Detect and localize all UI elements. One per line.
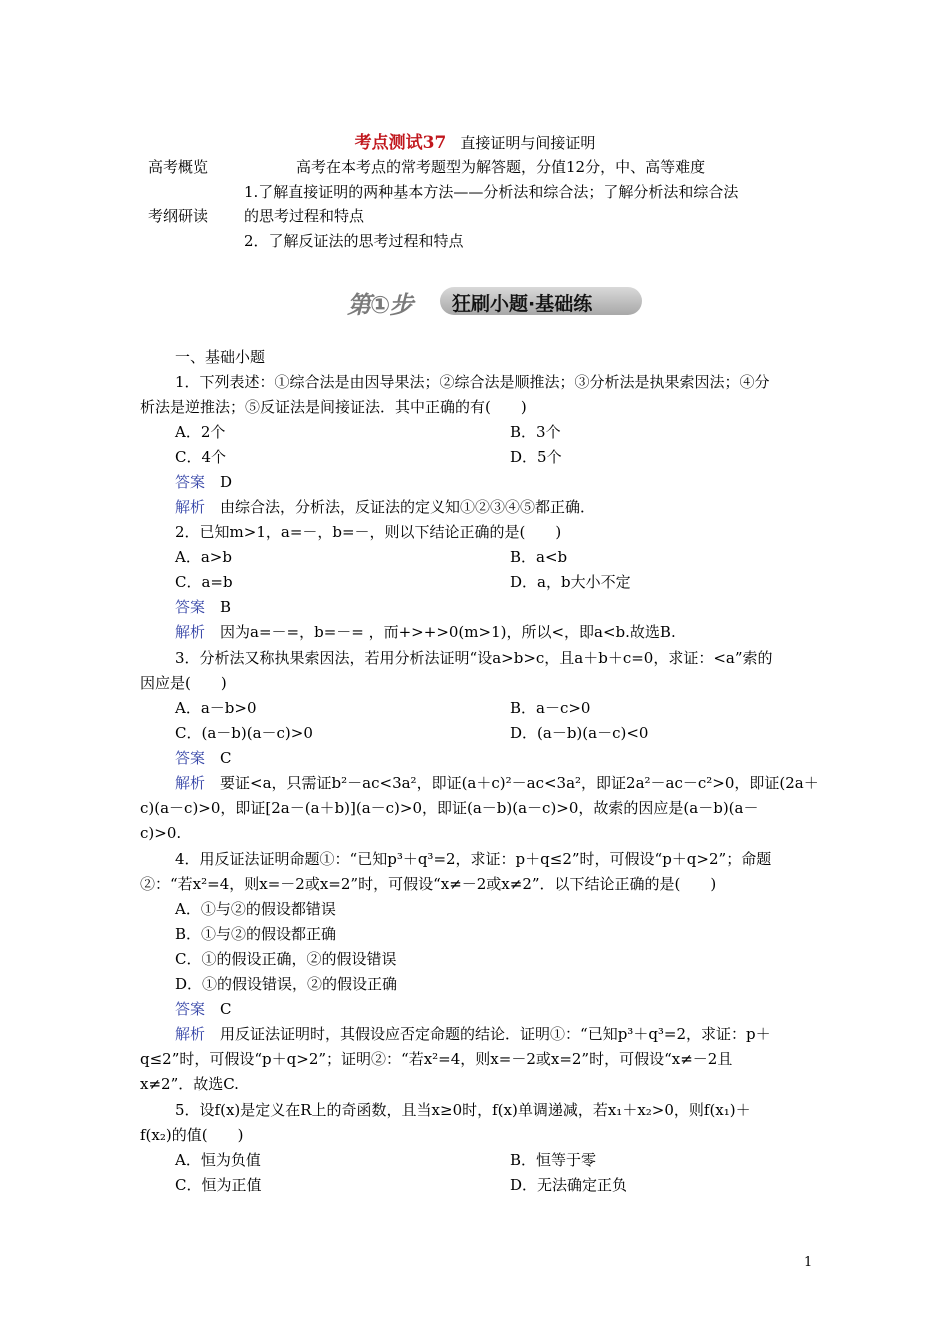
q3-option-b: B．a－c>0 bbox=[510, 699, 591, 717]
q1-option-d: D．5个 bbox=[510, 448, 562, 466]
analysis-text: 因为a=－=，b=－= ，而+>+>0(m>1)，所以<，即a<b.故选B. bbox=[220, 623, 676, 641]
answer-value: C bbox=[220, 749, 232, 767]
q4-option-a: A．①与②的假设都错误 bbox=[175, 900, 336, 918]
q4-analysis-cont: q≤2”时，可假设“p＋q>2”；证明②：“若x²=4，则x=－2或x=2”时，可假设“x≠－2且 bbox=[140, 1050, 733, 1068]
syllabus-label: 考纲研读 bbox=[148, 207, 209, 225]
q1-stem-cont: 析法是逆推法；⑤反证法是间接证法．其中正确的有( ) bbox=[140, 398, 527, 416]
q5-option-b: B．恒等于零 bbox=[510, 1151, 597, 1169]
syllabus-item-1-cont: 的思考过程和特点 bbox=[244, 207, 365, 225]
q3-option-a: A．a－b>0 bbox=[175, 699, 257, 717]
step-label: 第①步 bbox=[347, 291, 413, 319]
answer-label: 答案 bbox=[175, 598, 206, 616]
q5-option-c: C．恒为正值 bbox=[175, 1176, 262, 1194]
q3-stem-cont: 因应是( ) bbox=[140, 674, 227, 692]
q2-option-a: A．a>b bbox=[175, 548, 232, 566]
answer-value: B bbox=[220, 598, 232, 616]
answer-value: D bbox=[220, 473, 233, 491]
q2-stem: 2．已知m>1，a=－，b=－，则以下结论正确的是( ) bbox=[175, 523, 562, 541]
q4-answer bbox=[175, 999, 232, 1019]
section-heading: 一、基础小题 bbox=[175, 348, 266, 366]
analysis-text: 用反证法证明时，其假设应否定命题的结论．证明①：“已知p³＋q³=2，求证：p＋ bbox=[220, 1025, 771, 1043]
q4-option-c: C．①的假设正确，②的假设错误 bbox=[175, 950, 397, 968]
q4-stem: 4．用反证法证明命题①：“已知p³＋q³=2，求证：p＋q≤2”时，可假设“p＋q>2”；命题 bbox=[175, 850, 772, 868]
page-number: 1 bbox=[804, 1255, 813, 1270]
test-number: 考点测试37 bbox=[354, 133, 447, 153]
q2-answer bbox=[175, 597, 231, 617]
analysis-label: 解析 bbox=[175, 623, 206, 641]
q2-option-c: C．a=b bbox=[175, 573, 233, 591]
q3-answer bbox=[175, 748, 232, 768]
q4-analysis bbox=[175, 1024, 771, 1044]
page-title bbox=[0, 128, 950, 153]
q5-option-a: A．恒为负值 bbox=[175, 1151, 261, 1169]
answer-value: C bbox=[220, 1000, 232, 1018]
analysis-label: 解析 bbox=[175, 1025, 206, 1043]
overview-label: 高考概览 bbox=[148, 158, 209, 176]
answer-label: 答案 bbox=[175, 473, 206, 491]
q3-stem: 3．分析法又称执果索因法，若用分析法证明“设a>b>c，且a＋b＋c=0，求证：<a”索的 bbox=[175, 649, 773, 667]
q2-option-d: D．a，b大小不定 bbox=[510, 573, 631, 591]
analysis-label: 解析 bbox=[175, 774, 206, 792]
section-banner bbox=[0, 285, 950, 319]
q1-option-c: C．4个 bbox=[175, 448, 227, 466]
analysis-text: 要证<a，只需证b²－ac<3a²，即证(a＋c)²－ac<3a²，即证2a²－ac－c²>0，即证(2a＋ bbox=[220, 774, 819, 792]
syllabus-item-1: 1.了解直接证明的两种基本方法——分析法和综合法；了解分析法和综合法 bbox=[244, 183, 739, 201]
q3-analysis-cont2: c)>0. bbox=[140, 824, 182, 842]
q4-option-d: D．①的假设错误，②的假设正确 bbox=[175, 975, 398, 993]
q1-option-a: A．2个 bbox=[175, 423, 226, 441]
overview-text: 高考在本考点的常考题型为解答题，分值12分，中、高等难度 bbox=[296, 158, 706, 176]
q4-stem-cont: ②：“若x²=4，则x=－2或x=2”时，可假设“x≠－2或x≠2”．以下结论正确的是( ) bbox=[140, 875, 717, 893]
analysis-text: 由综合法，分析法，反证法的定义知①②③④⑤都正确． bbox=[220, 498, 596, 516]
q2-option-b: B．a<b bbox=[510, 548, 568, 566]
q4-option-b: B．①与②的假设都正确 bbox=[175, 925, 337, 943]
analysis-label: 解析 bbox=[175, 498, 206, 516]
q5-stem: 5．设f(x)是定义在R上的奇函数，且当x≥0时，f(x)单调递减，若x₁＋x₂>0，则f(x₁)＋ bbox=[175, 1101, 751, 1119]
q4-analysis-cont2: x≠2”．故选C. bbox=[140, 1075, 239, 1093]
q1-option-b: B．3个 bbox=[510, 423, 561, 441]
q5-stem-cont: f(x₂)的值( ) bbox=[140, 1126, 244, 1144]
q3-option-c: C．(a－b)(a－c)>0 bbox=[175, 724, 313, 742]
q2-analysis bbox=[175, 622, 676, 642]
q3-option-d: D．(a－b)(a－c)<0 bbox=[510, 724, 649, 742]
test-topic: 直接证明与间接证明 bbox=[460, 134, 596, 152]
answer-label: 答案 bbox=[175, 1000, 206, 1018]
q1-analysis bbox=[175, 497, 595, 517]
q3-analysis-cont: c)(a－c)>0，即证[2a－(a＋b)](a－c)>0，即证(a－b)(a－c)>0，故索的因应是(a－b)(a－ bbox=[140, 799, 759, 817]
q5-option-d: D．无法确定正负 bbox=[510, 1176, 628, 1194]
syllabus-item-2: 2．了解反证法的思考过程和特点 bbox=[244, 232, 464, 250]
banner-text: 狂刷小题·基础练 bbox=[452, 293, 593, 315]
q3-analysis bbox=[175, 773, 819, 793]
q1-answer bbox=[175, 472, 232, 492]
q1-stem: 1．下列表述：①综合法是由因导果法；②综合法是顺推法；③分析法是执果索因法；④分 bbox=[175, 373, 770, 391]
answer-label: 答案 bbox=[175, 749, 206, 767]
